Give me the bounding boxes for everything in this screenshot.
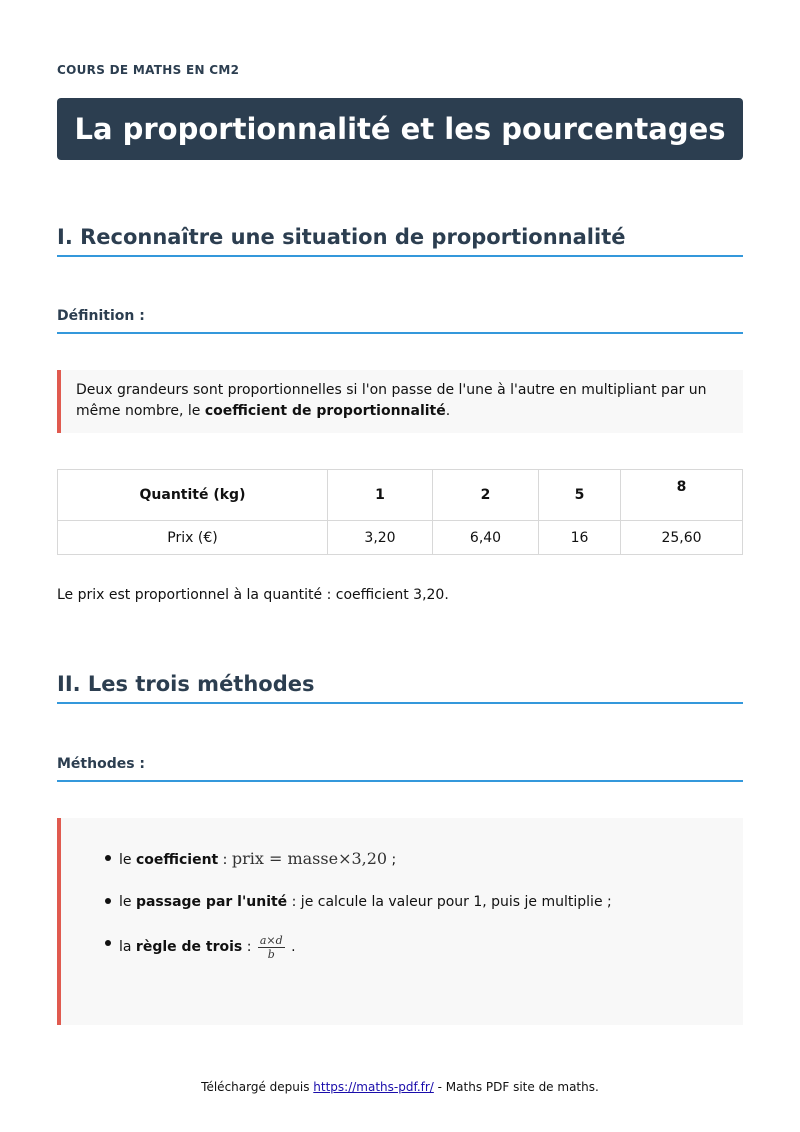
definition-keyword: coefficient de proportionnalité (204, 403, 446, 419)
table-header-cell: 2 (433, 470, 539, 521)
table-header-cell: 8 (621, 470, 743, 521)
title-banner (57, 98, 743, 160)
course-label: COURS DE MATHS EN CM2 (57, 63, 240, 77)
methods-box (57, 818, 743, 1025)
table-cell: Prix (€) (58, 521, 328, 555)
table-header-cell: Quantité (kg) (58, 470, 328, 521)
section-1-heading: I. Reconnaître une situation de proportionnalité (57, 225, 743, 257)
method-unit-label: passage par l'unité (135, 894, 288, 910)
table-cell: 3,20 (328, 521, 433, 555)
list-item: le coefficient : prix = masse×3,20 ; (105, 848, 612, 870)
definition-end: . (445, 403, 451, 419)
method-coefficient-label: coefficient (135, 852, 219, 868)
table-cell: 25,60 (621, 521, 743, 555)
footer: Téléchargé depuis https://maths-pdf.fr/ - Maths PDF site de maths. (201, 1080, 599, 1094)
methods-list (105, 848, 612, 961)
coefficient-formula: prix = masse×3,20 (231, 849, 388, 868)
definition-box (57, 370, 743, 433)
table-row (58, 521, 743, 555)
table-header-cell: 1 (328, 470, 433, 521)
definition-text: Deux grandeurs sont proportionnelles si l'on passe de l'une à l'autre en multipliant par un même nombre, le (76, 382, 707, 419)
fraction-denominator: b (267, 947, 275, 961)
section-2-heading: II. Les trois méthodes (57, 672, 743, 704)
table-cell: 16 (539, 521, 621, 555)
proportionality-table (57, 469, 743, 555)
definition-heading: Définition : (57, 308, 743, 334)
methods-heading: Méthodes : (57, 756, 743, 782)
table-cell: 6,40 (433, 521, 539, 555)
method-rule-of-three-label: règle de trois (135, 939, 243, 955)
proportionality-note: Le prix est proportionnel à la quantité : coefficient 3,20. (57, 587, 449, 603)
fraction-numerator: a×d (259, 933, 283, 947)
page-title: La proportionnalité et les pourcentages (74, 112, 726, 146)
table-header-row (58, 470, 743, 521)
list-item: le passage par l'unité : je calcule la valeur pour 1, puis je multiplie ; (105, 891, 612, 913)
rule-of-three-fraction (258, 934, 285, 961)
table-header-cell: 5 (539, 470, 621, 521)
list-item: la règle de trois : $\frac{a\times d}{b}$ . (105, 933, 612, 961)
footer-link[interactable]: https://maths-pdf.fr/ (313, 1080, 434, 1094)
